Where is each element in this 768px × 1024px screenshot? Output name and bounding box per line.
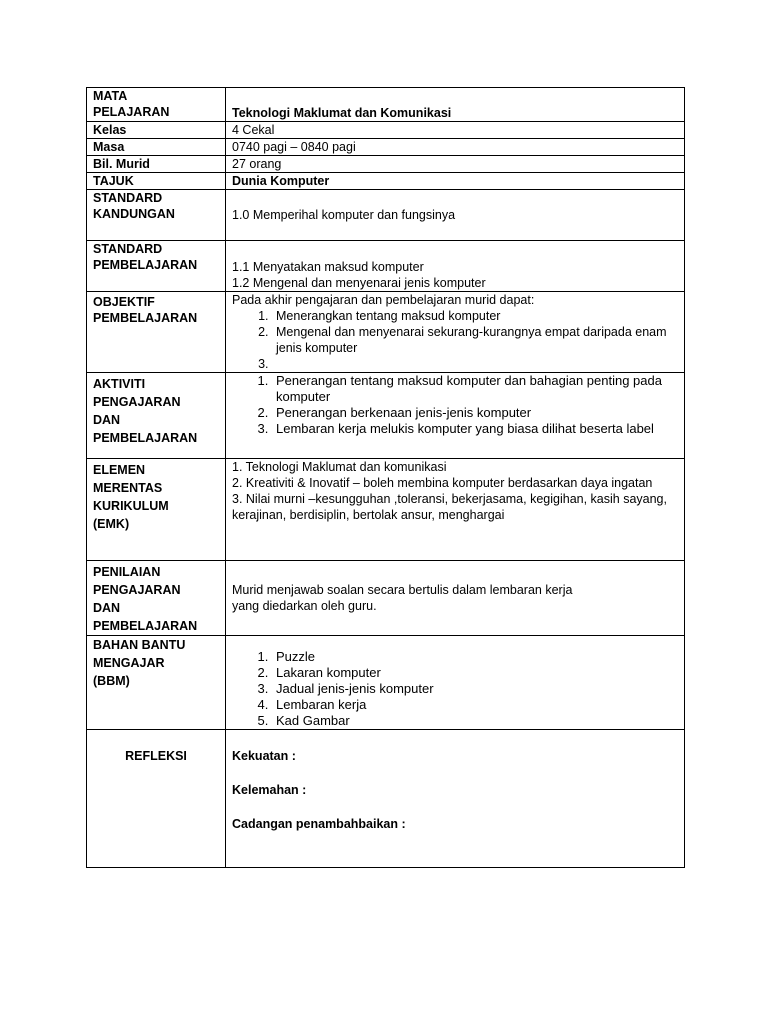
list-item: 2. Lakaran komputer (272, 665, 678, 681)
row-refleksi (87, 730, 685, 868)
row-bbm (87, 636, 685, 730)
aktiviti-list (232, 373, 678, 437)
value-standard-kandungan (226, 190, 685, 241)
label-emk (87, 459, 226, 561)
list-item (272, 356, 678, 372)
list-item: 4. Lembaran kerja (272, 697, 678, 713)
row-kelas (87, 122, 685, 139)
row-bil-murid (87, 156, 685, 173)
label-line: OBJEKTIF (93, 295, 155, 309)
label-penilaian (87, 561, 226, 636)
label-line: BAHAN BANTU (93, 638, 186, 652)
list-item: 3. Jadual jenis-jenis komputer (272, 681, 678, 697)
label-line: DAN (93, 413, 121, 427)
label-line: AKTIVITI (93, 377, 146, 391)
row-penilaian (87, 561, 685, 636)
value-aktiviti (226, 373, 685, 459)
kelemahan-label: Kelemahan : (232, 783, 307, 797)
list-item: 5. Kad Gambar (272, 713, 678, 729)
label-line: PENILAIAN (93, 565, 161, 579)
label-tajuk: TAJUK (87, 173, 226, 190)
standard-item: 1.1 Menyatakan maksud komputer (232, 260, 424, 274)
row-tajuk (87, 173, 685, 190)
label-standard-kandungan (87, 190, 226, 241)
label-line: STANDARD (93, 191, 163, 205)
label-line: PELAJARAN (93, 105, 170, 119)
kekuatan-label: Kekuatan : (232, 749, 296, 763)
label-line: PENGAJARAN (93, 395, 181, 409)
bbm-list (232, 649, 678, 729)
label-bil-murid: Bil. Murid (87, 156, 226, 173)
label-line: (BBM) (93, 674, 130, 688)
row-aktiviti (87, 373, 685, 459)
label-line: PEMBELAJARAN (93, 431, 198, 445)
label-line: DAN (93, 601, 121, 615)
label-line: KURIKULUM (93, 499, 169, 513)
label-standard-pembelajaran (87, 241, 226, 292)
label-mata-pelajaran (87, 88, 226, 122)
value-penilaian (226, 561, 685, 636)
value-mata-pelajaran (226, 88, 685, 122)
label-line: MERENTAS (93, 481, 163, 495)
row-standard-pembelajaran (87, 241, 685, 292)
value-bil-murid: 27 orang (226, 156, 685, 173)
penilaian-line: Murid menjawab soalan secara bertulis dalam lembaran kerja (232, 583, 573, 597)
label-line: ELEMEN (93, 463, 146, 477)
row-standard-kandungan (87, 190, 685, 241)
list-item: 1. Penerangan tentang maksud komputer dan bahagian penting pada komputer (272, 373, 678, 405)
label-line: STANDARD (93, 242, 163, 256)
label-line: MENGAJAR (93, 656, 165, 670)
row-objektif (87, 292, 685, 373)
label-masa: Masa (87, 139, 226, 156)
label-line: PEMBELAJARAN (93, 258, 198, 272)
row-masa (87, 139, 685, 156)
emk-item: 3. Nilai murni –kesungguhan ,toleransi, bekerjasama, kegigihan, kasih sayang, kerajinan, berdisiplin, bertolak ansur, menghargai (232, 492, 667, 522)
mata-pelajaran-text: Teknologi Maklumat dan Komunikasi (232, 106, 452, 120)
list-item: 1. Menerangkan tentang maksud komputer (272, 308, 678, 324)
label-line: (EMK) (93, 517, 130, 531)
value-emk (226, 459, 685, 561)
list-item: 1. Puzzle (272, 649, 678, 665)
label-objektif (87, 292, 226, 373)
row-emk (87, 459, 685, 561)
value-bbm (226, 636, 685, 730)
emk-item: 1. Teknologi Maklumat dan komunikasi (232, 460, 447, 474)
objektif-list (232, 308, 678, 372)
label-line: MATA (93, 89, 128, 103)
label-line: PENGAJARAN (93, 583, 181, 597)
objektif-intro: Pada akhir pengajaran dan pembelajaran murid dapat: (232, 293, 535, 307)
standard-item: 1.2 Mengenal dan menyenarai jenis komputer (232, 276, 486, 290)
value-kelas: 4 Cekal (226, 122, 685, 139)
value-masa: 0740 pagi – 0840 pagi (226, 139, 685, 156)
label-bbm (87, 636, 226, 730)
label-refleksi: REFLEKSI (87, 730, 226, 868)
label-line: PEMBELAJARAN (93, 311, 198, 325)
value-objektif (226, 292, 685, 373)
list-item: 3. Lembaran kerja melukis komputer yang biasa dilihat beserta label (272, 421, 678, 437)
list-item: 2. Mengenal dan menyenarai sekurang-kurangnya empat daripada enam jenis komputer (272, 324, 678, 356)
list-item: 2. Penerangan berkenaan jenis-jenis komputer (272, 405, 678, 421)
label-line: PEMBELAJARAN (93, 619, 198, 633)
label-aktiviti (87, 373, 226, 459)
lesson-plan-table (86, 87, 685, 868)
value-tajuk: Dunia Komputer (226, 173, 685, 190)
value-refleksi (226, 730, 685, 868)
label-line: KANDUNGAN (93, 207, 175, 221)
penilaian-line: yang diedarkan oleh guru. (232, 599, 377, 613)
cadangan-label: Cadangan penambahbaikan : (232, 817, 406, 831)
row-mata-pelajaran (87, 88, 685, 122)
value-standard-pembelajaran (226, 241, 685, 292)
emk-item: 2. Kreativiti & Inovatif – boleh membina komputer berdasarkan daya ingatan (232, 476, 653, 490)
standard-kandungan-text: 1.0 Memperihal komputer dan fungsinya (232, 208, 456, 222)
label-kelas: Kelas (87, 122, 226, 139)
